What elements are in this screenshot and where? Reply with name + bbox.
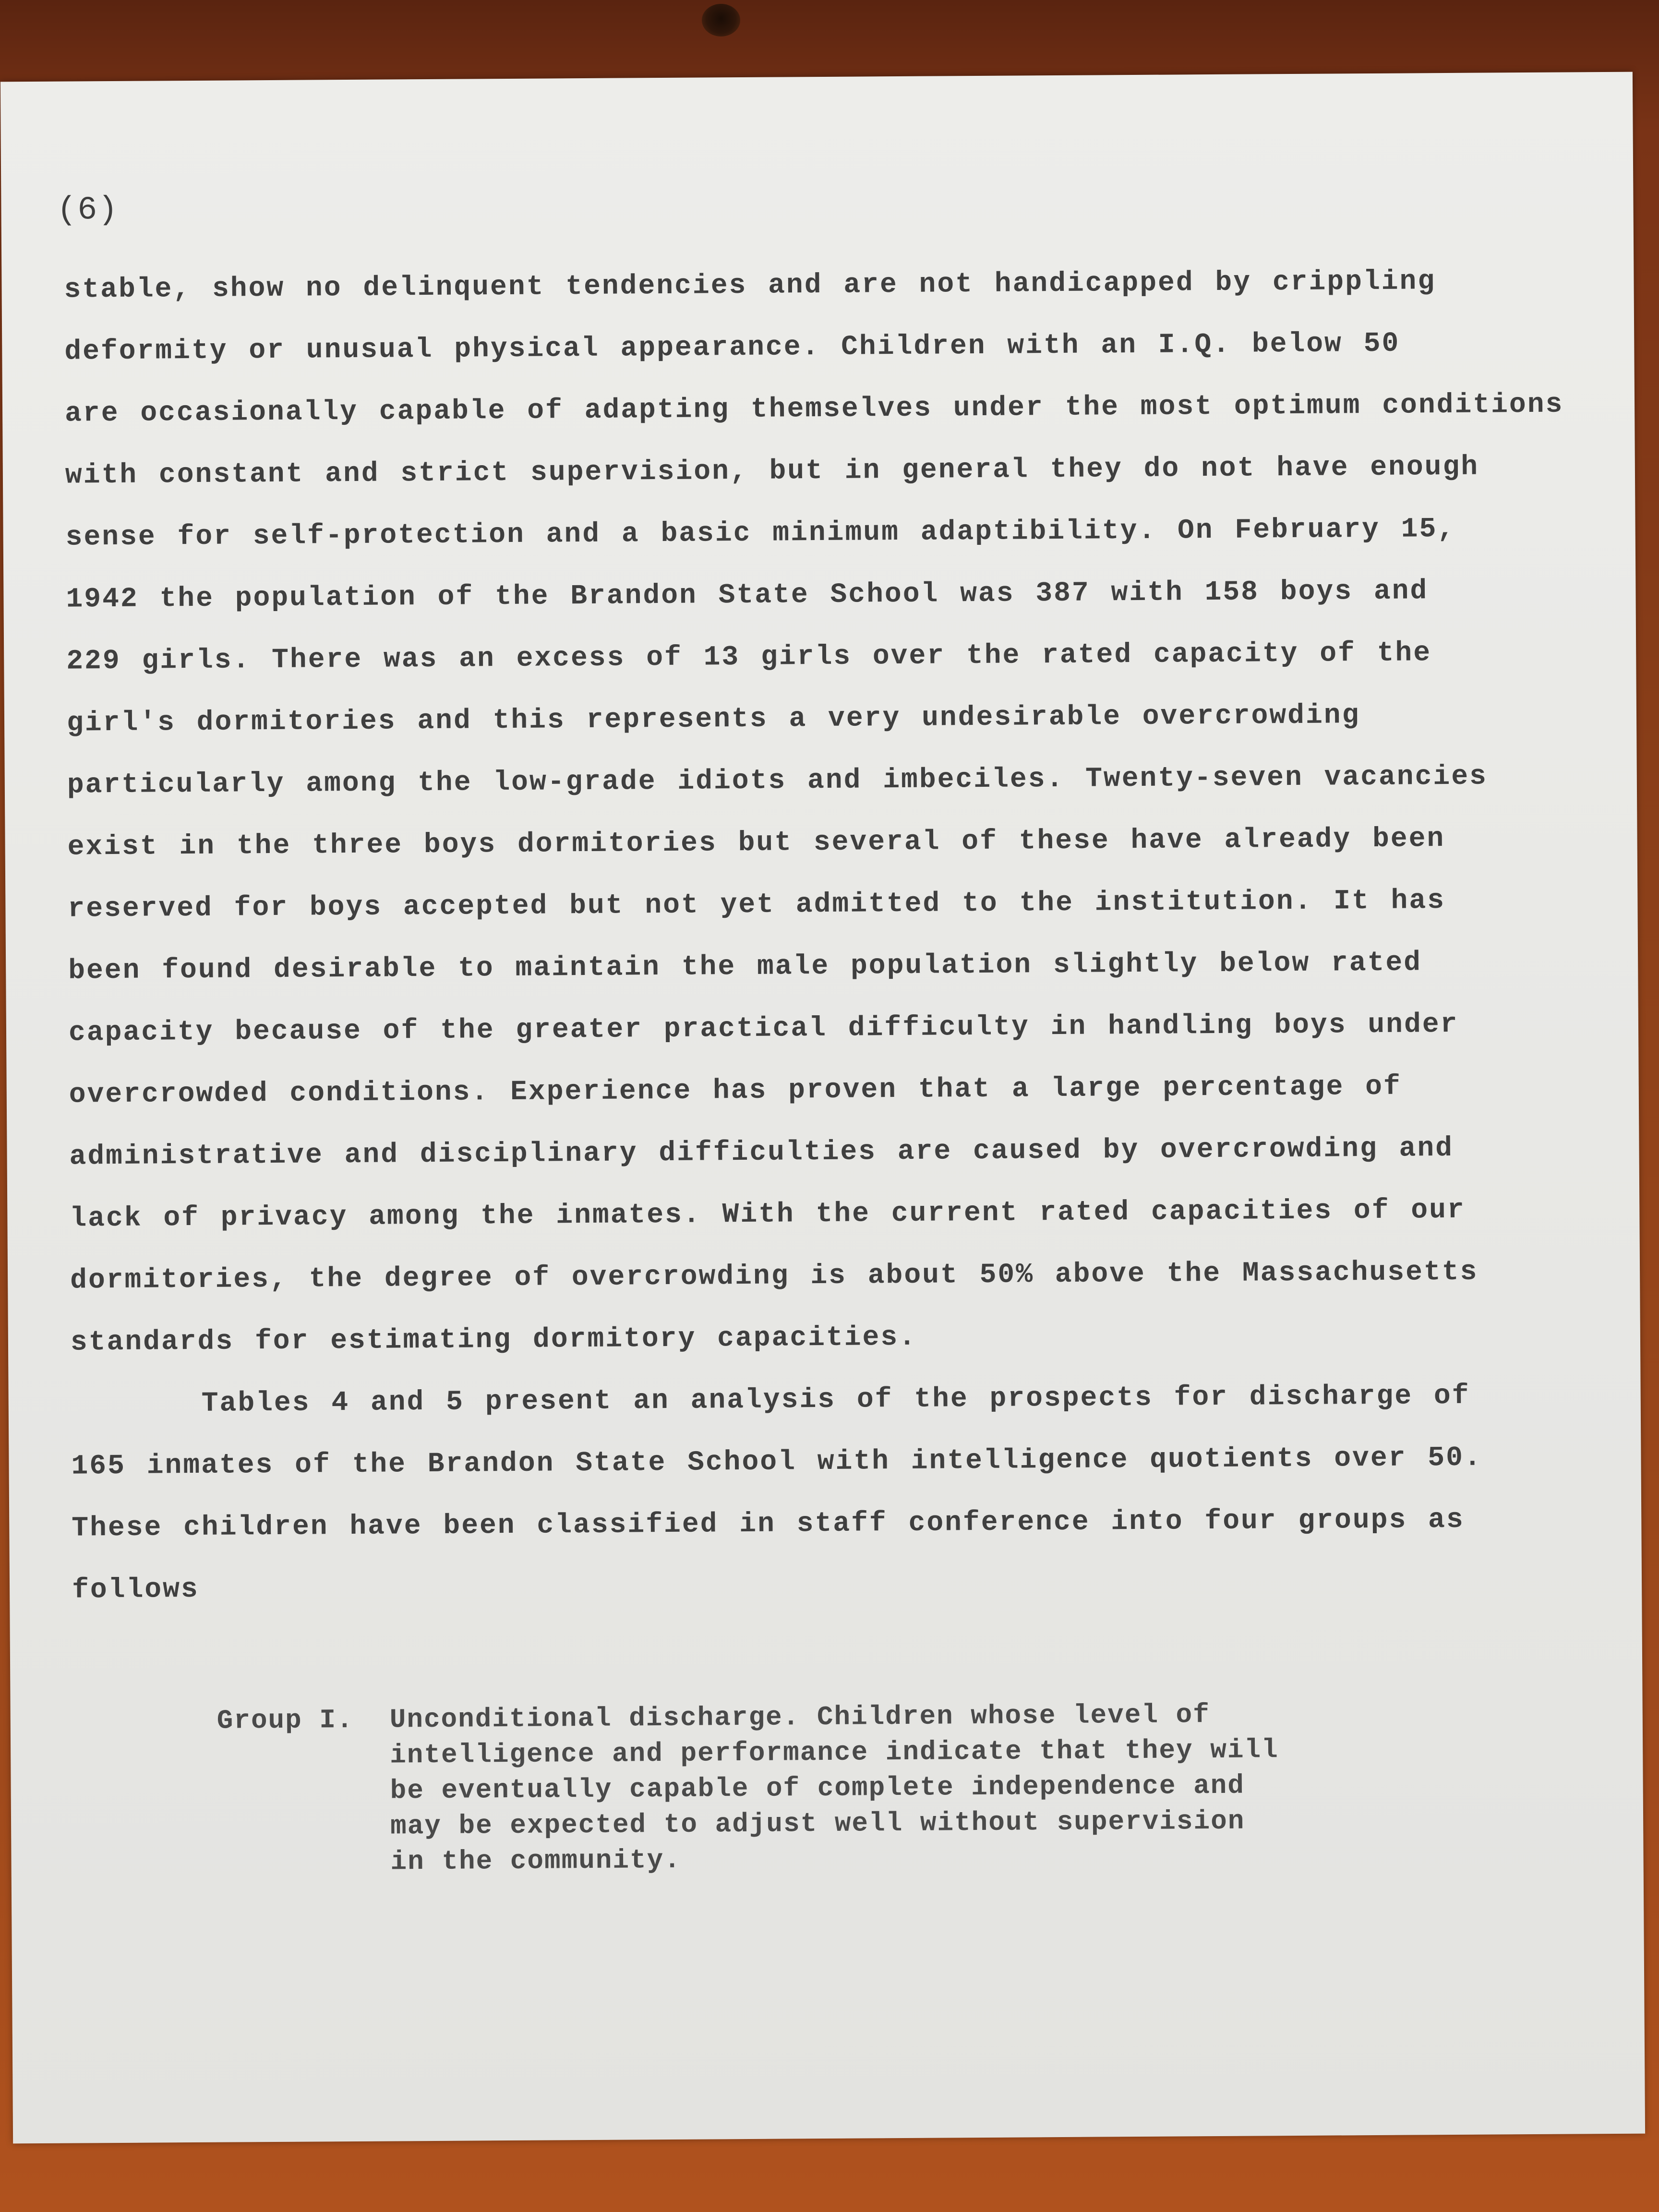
body-text: [64, 250, 1589, 1621]
text-line: sense for self-protection and a basic minimum adaptibility. On February 15,: [65, 513, 1456, 553]
text-line: 1942 the population of the Brandon State School was 387 with 158 boys and: [66, 576, 1429, 615]
text-line: overcrowded conditions. Experience has proven that a large percentage of: [69, 1071, 1402, 1111]
text-line: lack of privacy among the inmates. With the current rated capacities of our: [70, 1194, 1466, 1235]
typewritten-page: [0, 72, 1645, 2144]
group-line: intelligence and performance indicate that they will: [390, 1734, 1279, 1771]
text-line: reserved for boys accepted but not yet admitted to the institution. It has: [68, 885, 1446, 925]
text-line: dormitories, the degree of overcrowding is about 50% above the Massachusetts: [70, 1256, 1479, 1297]
text-line: These children have been classified in staff conference into four groups as: [72, 1504, 1465, 1544]
text-line: capacity because of the greater practical difficulty in handling boys under: [68, 1009, 1459, 1049]
group-line: in the community.: [390, 1844, 682, 1877]
text-line: 229 girls. There was an excess of 13 girls over the rated capacity of the: [66, 637, 1432, 677]
text-line: are occasionally capable of adapting themselves under the most optimum conditions: [64, 389, 1564, 430]
text-line: deformity or unusual physical appearance. Children with an I.Q. below 50: [64, 328, 1400, 368]
group-line: be eventually capable of complete independence and: [390, 1770, 1245, 1806]
text-line: with constant and strict supervision, but in general they do not have enough: [65, 451, 1479, 492]
text-line: administrative and disciplinary difficulties are caused by overcrowding and: [69, 1132, 1454, 1173]
text-line: exist in the three boys dormitories but several of these have already been: [67, 823, 1445, 863]
group-line: may be expected to adjust well without supervision: [390, 1805, 1245, 1842]
group-line: Unconditional discharge. Children whose level of: [389, 1699, 1210, 1735]
text-line: been found desirable to maintain the male population slightly below rated: [68, 947, 1422, 987]
text-line: 165 inmates of the Brandon State School with intelligence quotients over 50.: [71, 1442, 1482, 1482]
text-line: particularly among the low-grade idiots and imbeciles. Twenty-seven vacancies: [67, 761, 1488, 801]
text-line: standards for estimating dormitory capacities.: [70, 1322, 917, 1358]
page-number: (6): [57, 191, 119, 229]
group-label: Group I.: [216, 1704, 354, 1736]
binder-hole: [702, 4, 740, 36]
text-line: Tables 4 and 5 present an analysis of the prospects for discharge of: [201, 1380, 1470, 1419]
group-definition: [217, 1696, 1370, 1881]
text-line: follows: [72, 1574, 199, 1606]
group-description: [390, 1696, 1370, 1879]
text-line: stable, show no delinquent tendencies and are not handicapped by crippling: [64, 266, 1436, 306]
text-line: girl's dormitories and this represents a very undesirable overcrowding: [66, 700, 1360, 739]
